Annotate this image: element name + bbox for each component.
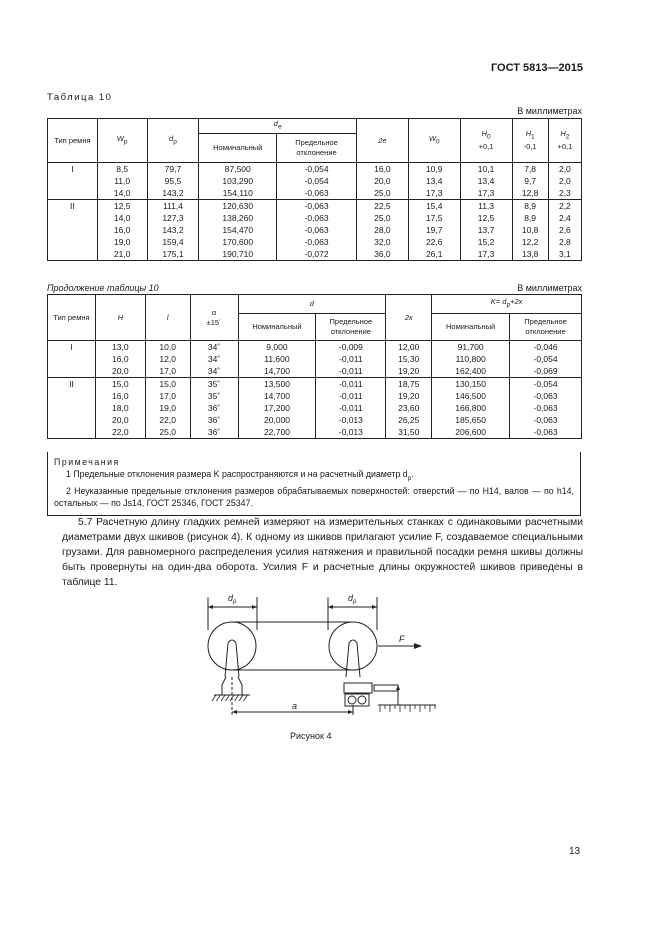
table-cell: 22,0 — [145, 414, 190, 426]
arrowheads — [208, 605, 422, 714]
table-cell: 2,6 — [548, 224, 581, 236]
table-cell: 16,0 — [95, 390, 145, 402]
arrowhead — [328, 605, 333, 609]
table2-caption: Продолжение таблицы 10 — [47, 283, 159, 293]
cell-type: II — [48, 200, 98, 213]
notes-box — [47, 452, 581, 516]
table-cell: 206,600 — [432, 426, 510, 439]
col-k-nominal-header: Номинальный — [432, 314, 510, 341]
table2-body — [48, 341, 582, 439]
cell-type — [48, 390, 96, 402]
col-k-header: $K= d_p+2x$ — [432, 295, 582, 314]
table-cell: 36,0 — [356, 248, 408, 261]
table-cell: 36˚ — [190, 402, 238, 414]
table-cell: 154,110 — [199, 187, 277, 200]
table-cell: 8,5 — [97, 163, 147, 176]
table-cell: -0,054 — [277, 175, 357, 187]
hatch-mark — [235, 695, 239, 701]
note-2: 2 Неуказанные предельные отклонения размеров обрабатываемых поверхностей: отверстий — по H14, валов — по h14, остальных — по Js14, ГОСТ 25346, ГОСТ 25347. — [54, 485, 574, 508]
table1-units: В миллиметрах — [517, 106, 582, 116]
table-row — [48, 224, 582, 236]
col-type-header-2: Тип ремня — [48, 295, 96, 341]
col-h1-header: $H_1$ -0,1 — [512, 119, 548, 163]
table-cell: 22,0 — [95, 426, 145, 439]
table-cell: 19,0 — [145, 402, 190, 414]
table-cell: 28,0 — [356, 224, 408, 236]
table-cell: 19,0 — [97, 236, 147, 248]
table-cell: 12,5 — [97, 200, 147, 213]
cell-type: II — [48, 378, 96, 391]
table-cell: 143,2 — [147, 187, 199, 200]
cell-type — [48, 248, 98, 261]
table-cell: 19,20 — [386, 365, 432, 378]
table-cell: 127,3 — [147, 212, 199, 224]
arrowhead — [396, 685, 400, 690]
table-cell: 25,0 — [356, 212, 408, 224]
bracket — [374, 685, 398, 691]
table-cell: -0,046 — [510, 341, 582, 354]
table-cell: 2,3 — [548, 187, 581, 200]
table-cell: 2,2 — [548, 200, 581, 213]
col-d-header: d — [238, 295, 386, 314]
table-cell: 3,1 — [548, 248, 581, 261]
carriage — [344, 683, 372, 693]
table-cell: 26,25 — [386, 414, 432, 426]
table-cell: 13,500 — [238, 378, 316, 391]
table-cell: 111,4 — [147, 200, 199, 213]
table-cell: 87,500 — [199, 163, 277, 176]
table-cell: 32,0 — [356, 236, 408, 248]
hatch-mark — [221, 695, 225, 701]
label-dp-right: $d_p$ — [348, 593, 357, 605]
col-de-header: $d_e$ — [199, 119, 357, 134]
cell-type — [48, 365, 96, 378]
table-cell: 35˚ — [190, 378, 238, 391]
table1-body — [48, 163, 582, 261]
cell-type: I — [48, 341, 96, 354]
table-cell: 22,6 — [408, 236, 460, 248]
table-cell: -0,072 — [277, 248, 357, 261]
col-H-header: H — [95, 295, 145, 341]
table-cell: 185,650 — [432, 414, 510, 426]
table-cell: 2,4 — [548, 212, 581, 224]
hatch-mark — [212, 695, 216, 701]
table-cell: 154,470 — [199, 224, 277, 236]
table-cell: -0,011 — [316, 365, 386, 378]
note-1: 1 Предельные отклонения размера K распространяются и на расчетный диаметр $d_p$. — [66, 469, 414, 482]
table-cell: 12,8 — [512, 187, 548, 200]
notes-title: Примечания — [54, 457, 120, 467]
table-cell: 34˚ — [190, 341, 238, 354]
table-cell: 18,75 — [386, 378, 432, 391]
table2-units: В миллиметрах — [517, 283, 582, 293]
col-alpha-header: α ±15´ — [190, 295, 238, 341]
table-cell: 36˚ — [190, 426, 238, 439]
table-cell: -0,069 — [510, 365, 582, 378]
table-cell: 19,20 — [386, 390, 432, 402]
table-row — [48, 426, 582, 439]
table-cell: 14,0 — [97, 187, 147, 200]
table-cell: 34˚ — [190, 353, 238, 365]
table-cell: -0,063 — [277, 212, 357, 224]
table-cell: -0,063 — [510, 426, 582, 439]
table-cell: 21,0 — [97, 248, 147, 261]
table-cell: 12,2 — [512, 236, 548, 248]
table-cell: 9,7 — [512, 175, 548, 187]
table-cell: 138,260 — [199, 212, 277, 224]
table-cell: 13,4 — [460, 175, 512, 187]
cell-type: I — [48, 163, 98, 176]
col-k-deviation-header: Предельное отклонение — [510, 314, 582, 341]
table-cell: -0,054 — [510, 353, 582, 365]
table-cell: 34˚ — [190, 365, 238, 378]
document-header: ГОСТ 5813—2015 — [490, 62, 583, 74]
hatch-mark — [226, 695, 230, 701]
roller-1 — [348, 696, 356, 704]
table-cell: 20,000 — [238, 414, 316, 426]
body-paragraph: 5.7 Расчетную длину гладких ремней измеряют на измерительных станках с одинаковыми расчетными диаметрами двух шкивов (рисунок 4). К одному из шкивов прилагают усилие F, создаваемое специальными грузами. Для равномерного распределения усилия натяжения и правильной посадки ремня шкивы должны быть провернуты на один-два оборота. Усилия F и расчетные длины окружностей шкивов приведены в таблице 11. — [62, 517, 583, 588]
table-row — [48, 236, 582, 248]
table-cell: 14,0 — [97, 212, 147, 224]
table-cell: 162,400 — [432, 365, 510, 378]
table-row — [48, 365, 582, 378]
table-cell: 15,0 — [145, 378, 190, 391]
table-cell: 16,0 — [95, 353, 145, 365]
table-cell: 166,800 — [432, 402, 510, 414]
table-cell: 17,3 — [460, 187, 512, 200]
belt-measuring-diagram — [200, 585, 440, 725]
table-row — [48, 187, 582, 200]
col-l-header: l — [145, 295, 190, 341]
table-row — [48, 378, 582, 391]
cell-type — [48, 187, 98, 200]
table-cell: 19,7 — [408, 224, 460, 236]
table-cell: 13,4 — [408, 175, 460, 187]
table-cell: 12,5 — [460, 212, 512, 224]
table-cell: 170,600 — [199, 236, 277, 248]
table-cell: 95,5 — [147, 175, 199, 187]
table-cell: 146,500 — [432, 390, 510, 402]
col-type-header: Тип ремня — [48, 119, 98, 163]
table-cell: -0,054 — [510, 378, 582, 391]
arrowhead — [372, 605, 377, 609]
table-cell: 25,0 — [356, 187, 408, 200]
table-cell: 20,0 — [95, 414, 145, 426]
table-cell: 25,0 — [145, 426, 190, 439]
table-cell: 79,7 — [147, 163, 199, 176]
scale-ticks — [380, 705, 435, 712]
cell-type — [48, 426, 96, 439]
table-cell: 17,0 — [145, 365, 190, 378]
table-cell: 36˚ — [190, 414, 238, 426]
table-cell: 130,150 — [432, 378, 510, 391]
figure-caption: Рисунок 4 — [290, 731, 332, 741]
col-h0-header: $H_0$ +0,1 — [460, 119, 512, 163]
table-cell: 91,700 — [432, 341, 510, 354]
table-cell: 9,000 — [238, 341, 316, 354]
table-cell: 8,9 — [512, 200, 548, 213]
hatch-mark — [230, 695, 234, 701]
label-dp-left: $d_p$ — [228, 593, 237, 605]
table-row — [48, 200, 582, 213]
pulley-right — [329, 622, 377, 670]
table-cell: 12,0 — [145, 353, 190, 365]
table-cell: 22,5 — [356, 200, 408, 213]
ground-hatching — [212, 695, 248, 701]
table-cell: 26,1 — [408, 248, 460, 261]
table-cell: 10,0 — [145, 341, 190, 354]
table-cell: 10,9 — [408, 163, 460, 176]
table1-caption: Таблица 10 — [47, 92, 113, 103]
table-cell: 14,700 — [238, 365, 316, 378]
table-cell: 8,9 — [512, 212, 548, 224]
table-cell: -0,063 — [510, 390, 582, 402]
table-cell: 159,4 — [147, 236, 199, 248]
table-cell: 11,600 — [238, 353, 316, 365]
table-cell: 16,0 — [356, 163, 408, 176]
stand-right — [346, 640, 360, 677]
table-cell: 20,0 — [356, 175, 408, 187]
table-cell: 120,630 — [199, 200, 277, 213]
arrowhead — [414, 643, 422, 649]
table-cell: -0,011 — [316, 353, 386, 365]
table-cell: 143,2 — [147, 224, 199, 236]
table-cell: 16,0 — [97, 224, 147, 236]
col-h2-header: $H_2$ +0,1 — [548, 119, 581, 163]
table-cell: 13,0 — [95, 341, 145, 354]
hatch-mark — [244, 695, 248, 701]
table-cell: -0,009 — [316, 341, 386, 354]
table-cell: -0,011 — [316, 390, 386, 402]
pulley-left — [208, 622, 256, 670]
table-cell: 35˚ — [190, 390, 238, 402]
table-cell: 10,1 — [460, 163, 512, 176]
col-de-deviation-header: Предельное отклонение — [277, 134, 357, 163]
hatch-mark — [239, 695, 243, 701]
table-cell: 2,8 — [548, 236, 581, 248]
label-force: F — [399, 634, 405, 644]
table-cell: -0,011 — [316, 402, 386, 414]
table-cell: 17,5 — [408, 212, 460, 224]
table-cell: 10,8 — [512, 224, 548, 236]
stand-left — [225, 640, 239, 677]
label-a: a — [292, 701, 298, 711]
table-cell: -0,013 — [316, 426, 386, 439]
roller-frame — [345, 694, 369, 706]
table-cell: 23,60 — [386, 402, 432, 414]
page-number: 13 — [569, 846, 581, 857]
table-cell: -0,063 — [277, 236, 357, 248]
table-row — [48, 163, 582, 176]
table-cell: 15,0 — [95, 378, 145, 391]
table-cell: -0,063 — [277, 200, 357, 213]
table-cell: 17,3 — [408, 187, 460, 200]
table1 — [47, 118, 582, 261]
table-row — [48, 248, 582, 261]
table-cell: 2,0 — [548, 175, 581, 187]
col-wp-header: $W_p$ — [97, 119, 147, 163]
table-cell: 7,8 — [512, 163, 548, 176]
table-cell: 17,0 — [145, 390, 190, 402]
table-cell: 11,3 — [460, 200, 512, 213]
col-dp-header: $d_p$ — [147, 119, 199, 163]
table-cell: 17,200 — [238, 402, 316, 414]
table-row — [48, 212, 582, 224]
table-cell: 2,0 — [548, 163, 581, 176]
table-cell: 22,700 — [238, 426, 316, 439]
table-row — [48, 175, 582, 187]
table-row — [48, 353, 582, 365]
table-cell: 15,4 — [408, 200, 460, 213]
table-cell: 190,710 — [199, 248, 277, 261]
col-w0-header: $W_0$ — [408, 119, 460, 163]
table-cell: 13,7 — [460, 224, 512, 236]
cell-type — [48, 236, 98, 248]
cell-type — [48, 224, 98, 236]
figure-4 — [200, 585, 440, 730]
cell-type — [48, 212, 98, 224]
table-cell: -0,054 — [277, 163, 357, 176]
cell-type — [48, 414, 96, 426]
table-cell: -0,063 — [277, 187, 357, 200]
cell-type — [48, 175, 98, 187]
cell-type — [48, 402, 96, 414]
table-cell: -0,013 — [316, 414, 386, 426]
roller-2 — [358, 696, 366, 704]
table-cell: -0,063 — [510, 414, 582, 426]
table-row — [48, 341, 582, 354]
table-cell: 15,2 — [460, 236, 512, 248]
table-cell: -0,063 — [510, 402, 582, 414]
table-cell: 20,0 — [95, 365, 145, 378]
table-cell: 110,800 — [432, 353, 510, 365]
table-cell: 13,8 — [512, 248, 548, 261]
hatch-mark — [217, 695, 221, 701]
table-row — [48, 414, 582, 426]
arrowhead — [232, 710, 237, 714]
col-2x-header: 2x — [386, 295, 432, 341]
col-de-nominal-header: Номинальный — [199, 134, 277, 163]
col-d-nominal-header: Номинальный — [238, 314, 316, 341]
table-cell: 14,700 — [238, 390, 316, 402]
table-cell: 103,290 — [199, 175, 277, 187]
col-d-deviation-header: Предельное отклонение — [316, 314, 386, 341]
arrowhead — [348, 710, 353, 714]
arrowhead — [252, 605, 257, 609]
table-cell: 17,3 — [460, 248, 512, 261]
table-row — [48, 402, 582, 414]
table-row — [48, 390, 582, 402]
table2 — [47, 294, 582, 439]
table-cell: 18,0 — [95, 402, 145, 414]
table-cell: 15,30 — [386, 353, 432, 365]
table-cell: 31,50 — [386, 426, 432, 439]
cell-type — [48, 353, 96, 365]
table-cell: -0,011 — [316, 378, 386, 391]
table-cell: -0,063 — [277, 224, 357, 236]
table-cell: 175,1 — [147, 248, 199, 261]
col-2e-header: 2e — [356, 119, 408, 163]
arrowhead — [208, 605, 213, 609]
table-cell: 11,0 — [97, 175, 147, 187]
table-cell: 12,00 — [386, 341, 432, 354]
